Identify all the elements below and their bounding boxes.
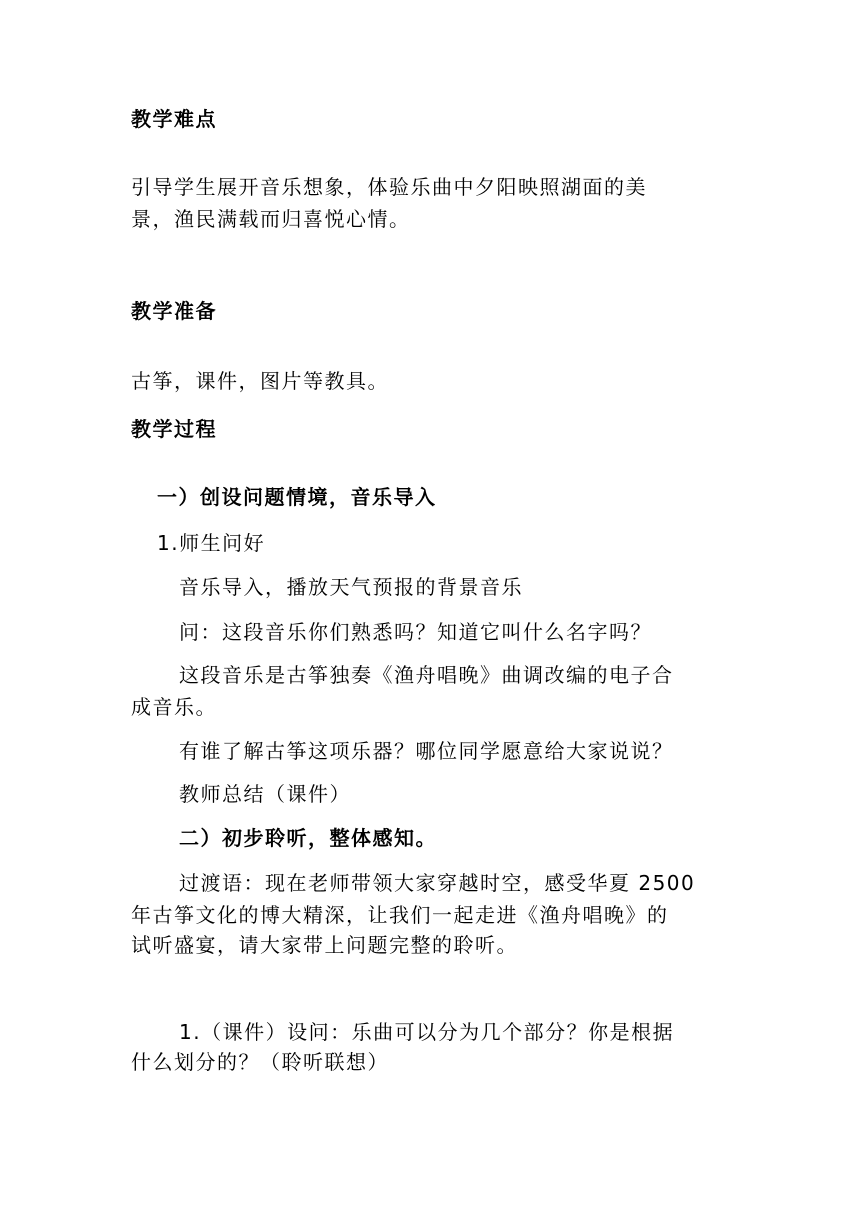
part1-paragraph-3-line-1: 这段音乐是古筝独奏《渔舟唱晚》曲调改编的电子合	[179, 663, 674, 687]
part2-question-1-line-1: 1.（课件）设问：乐曲可以分为几个部分？你是根据	[179, 1020, 675, 1044]
part2-paragraph-1-line-2: 年古筝文化的博大精深，让我们一起走进《渔舟唱晚》的	[131, 903, 669, 927]
part1-item1: 1.师生问好	[157, 531, 266, 555]
part2-heading: 二）初步聆听，整体感知。	[179, 826, 437, 850]
part1-heading: 一）创设问题情境，音乐导入	[157, 485, 437, 509]
part1-paragraph-3-line-2: 成音乐。	[131, 695, 217, 719]
part1-paragraph-4: 有谁了解古筝这项乐器？哪位同学愿意给大家说说？	[179, 739, 674, 763]
part2-question-1-line-2: 什么划分的？（聆听联想）	[131, 1050, 389, 1074]
heading-teaching-preparation: 教学准备	[131, 299, 217, 323]
preparation-text: 古筝，课件，图片等教具。	[131, 369, 389, 393]
part1-paragraph-2: 问：这段音乐你们熟悉吗？知道它叫什么名字吗？	[179, 620, 652, 644]
heading-teaching-process: 教学过程	[131, 417, 217, 441]
part2-paragraph-1-line-3: 试听盛宴，请大家带上问题完整的聆听。	[131, 933, 518, 957]
heading-teaching-difficulty: 教学难点	[131, 107, 217, 131]
part1-paragraph-5: 教师总结（课件）	[179, 782, 351, 806]
difficulty-line-1: 引导学生展开音乐想象，体验乐曲中夕阳映照湖面的美	[131, 175, 647, 199]
difficulty-line-2: 景，渔民满载而归喜悦心情。	[131, 207, 411, 231]
part2-paragraph-1-line-1: 过渡语：现在老师带领大家穿越时空，感受华夏 2500	[179, 871, 696, 895]
part1-paragraph-1: 音乐导入，播放天气预报的背景音乐	[179, 575, 523, 599]
